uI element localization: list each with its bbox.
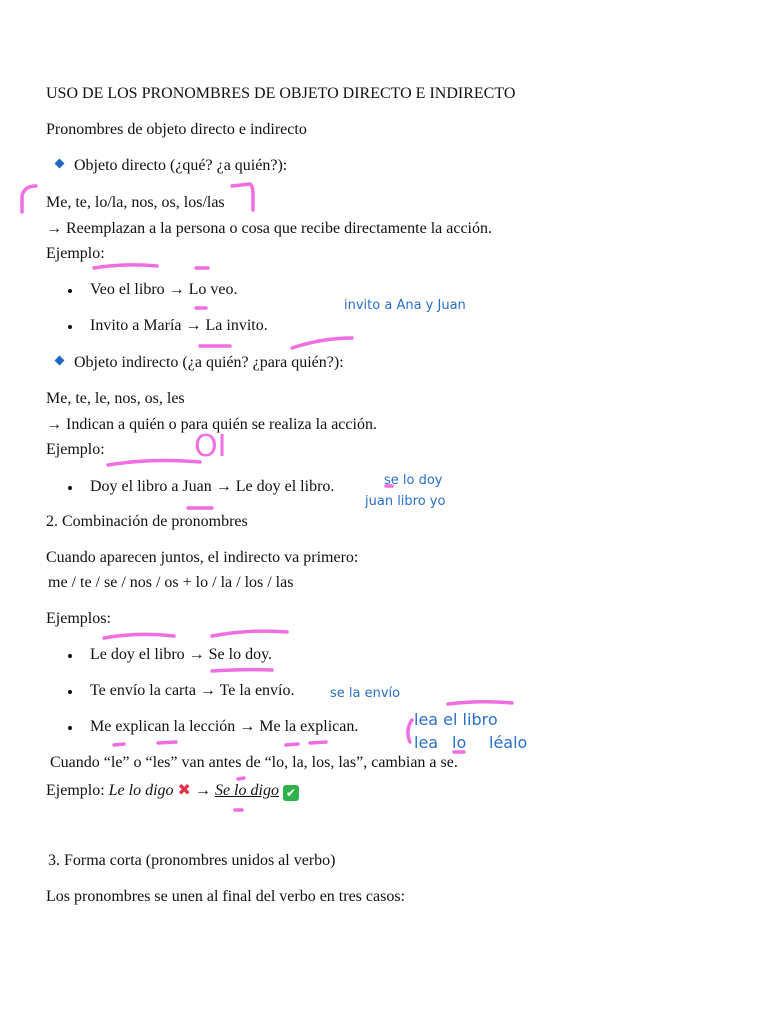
check-mark-icon: ✔ [283, 785, 299, 801]
combinacion-example-3: Me explican la lección → Me la explican. [90, 718, 359, 735]
right-example: Se lo digo [214, 782, 279, 799]
indirecto-example-1: Doy el libro a Juan → Le doy el libro. [90, 478, 335, 495]
bracket-mark [408, 720, 412, 742]
dot-bullet-icon [68, 289, 72, 293]
underline-mark [292, 338, 352, 348]
diamond-bullet-icon [55, 159, 65, 169]
directo-heading: Objeto directo (¿qué? ¿a quién?): [74, 157, 288, 174]
combinacion-example-1: Le doy el libro → Se lo doy. [90, 646, 273, 663]
dot-bullet-icon [68, 690, 72, 694]
handwritten-note: lea [414, 733, 439, 752]
directo-example-2: Invito a María → La invito. [90, 317, 268, 334]
indirecto-example-label: Ejemplo: [46, 441, 105, 458]
indirecto-heading: Objeto indirecto (¿a quién? ¿para quién?): [74, 354, 344, 371]
bracket-left-mark [22, 186, 36, 212]
cross-mark-icon: ✖ [177, 780, 191, 799]
handwritten-note: invito a Ana y Juan [344, 298, 466, 313]
directo-example-1: Veo el libro → Lo veo. [90, 281, 238, 298]
combinacion-rule: Cuando “le” o “les” van antes de “lo, la, los, las”, cambian a se. [50, 754, 458, 771]
dot-bullet-icon [68, 486, 72, 490]
dot-bullet-icon [68, 726, 72, 730]
handwritten-note: lo [452, 733, 467, 752]
indirecto-description: → Indican a quién o para quién se realiza la acción. [46, 416, 377, 433]
underline-mark [286, 744, 298, 745]
combinacion-example-2: Te envío la carta → Te la envío. [90, 682, 295, 699]
combinacion-formula: me / te / se / nos / os + lo / la / los / las [48, 574, 294, 591]
combinacion-example-line [46, 780, 299, 801]
diamond-bullet-icon [55, 356, 65, 366]
forma-corta-intro: Los pronombres se unen al final del verbo en tres casos: [46, 888, 406, 905]
underline-mark [310, 742, 326, 743]
handwritten-note: se lo doy [384, 473, 443, 488]
combinacion-examples-label: Ejemplos: [46, 610, 111, 627]
indirecto-forms: Me, te, le, nos, os, les [46, 390, 185, 407]
example-prefix: Ejemplo: [46, 782, 105, 799]
handwritten-note: lea el libro [414, 710, 498, 729]
forma-corta-heading: 3. Forma corta (pronombres unidos al verbo) [48, 852, 336, 869]
dot-bullet-icon [68, 654, 72, 658]
combinacion-intro: Cuando aparecen juntos, el indirecto va primero: [46, 549, 359, 566]
dot-bullet-icon [68, 325, 72, 329]
underline-mark [94, 265, 157, 268]
underline-mark [212, 631, 287, 636]
wrong-example: Le lo digo [108, 782, 174, 799]
example-arrow: → [194, 782, 211, 799]
underline-mark [114, 744, 124, 745]
underline-mark [104, 634, 174, 638]
directo-forms: Me, te, lo/la, nos, os, los/las [46, 194, 225, 211]
underline-mark [108, 461, 200, 465]
directo-example-label: Ejemplo: [46, 245, 105, 262]
underline-mark [158, 742, 176, 743]
handwritten-note: se la envío [330, 686, 401, 701]
underline-mark [238, 778, 244, 779]
underline-mark [448, 702, 512, 704]
directo-description: → Reemplazan a la persona o cosa que recibe directamente la acción. [46, 220, 492, 237]
combinacion-heading: 2. Combinación de pronombres [46, 513, 248, 530]
handwritten-note: léalo [489, 733, 528, 752]
handwritten-note: juan libro yo [365, 494, 446, 509]
handwritten-oi-note: OI [194, 429, 227, 464]
underline-mark [212, 670, 272, 671]
subtitle: Pronombres de objeto directo e indirecto [46, 121, 307, 138]
bracket-right-mark [232, 184, 253, 210]
page-title: USO DE LOS PRONOMBRES DE OBJETO DIRECTO E INDIRECTO [46, 85, 516, 102]
